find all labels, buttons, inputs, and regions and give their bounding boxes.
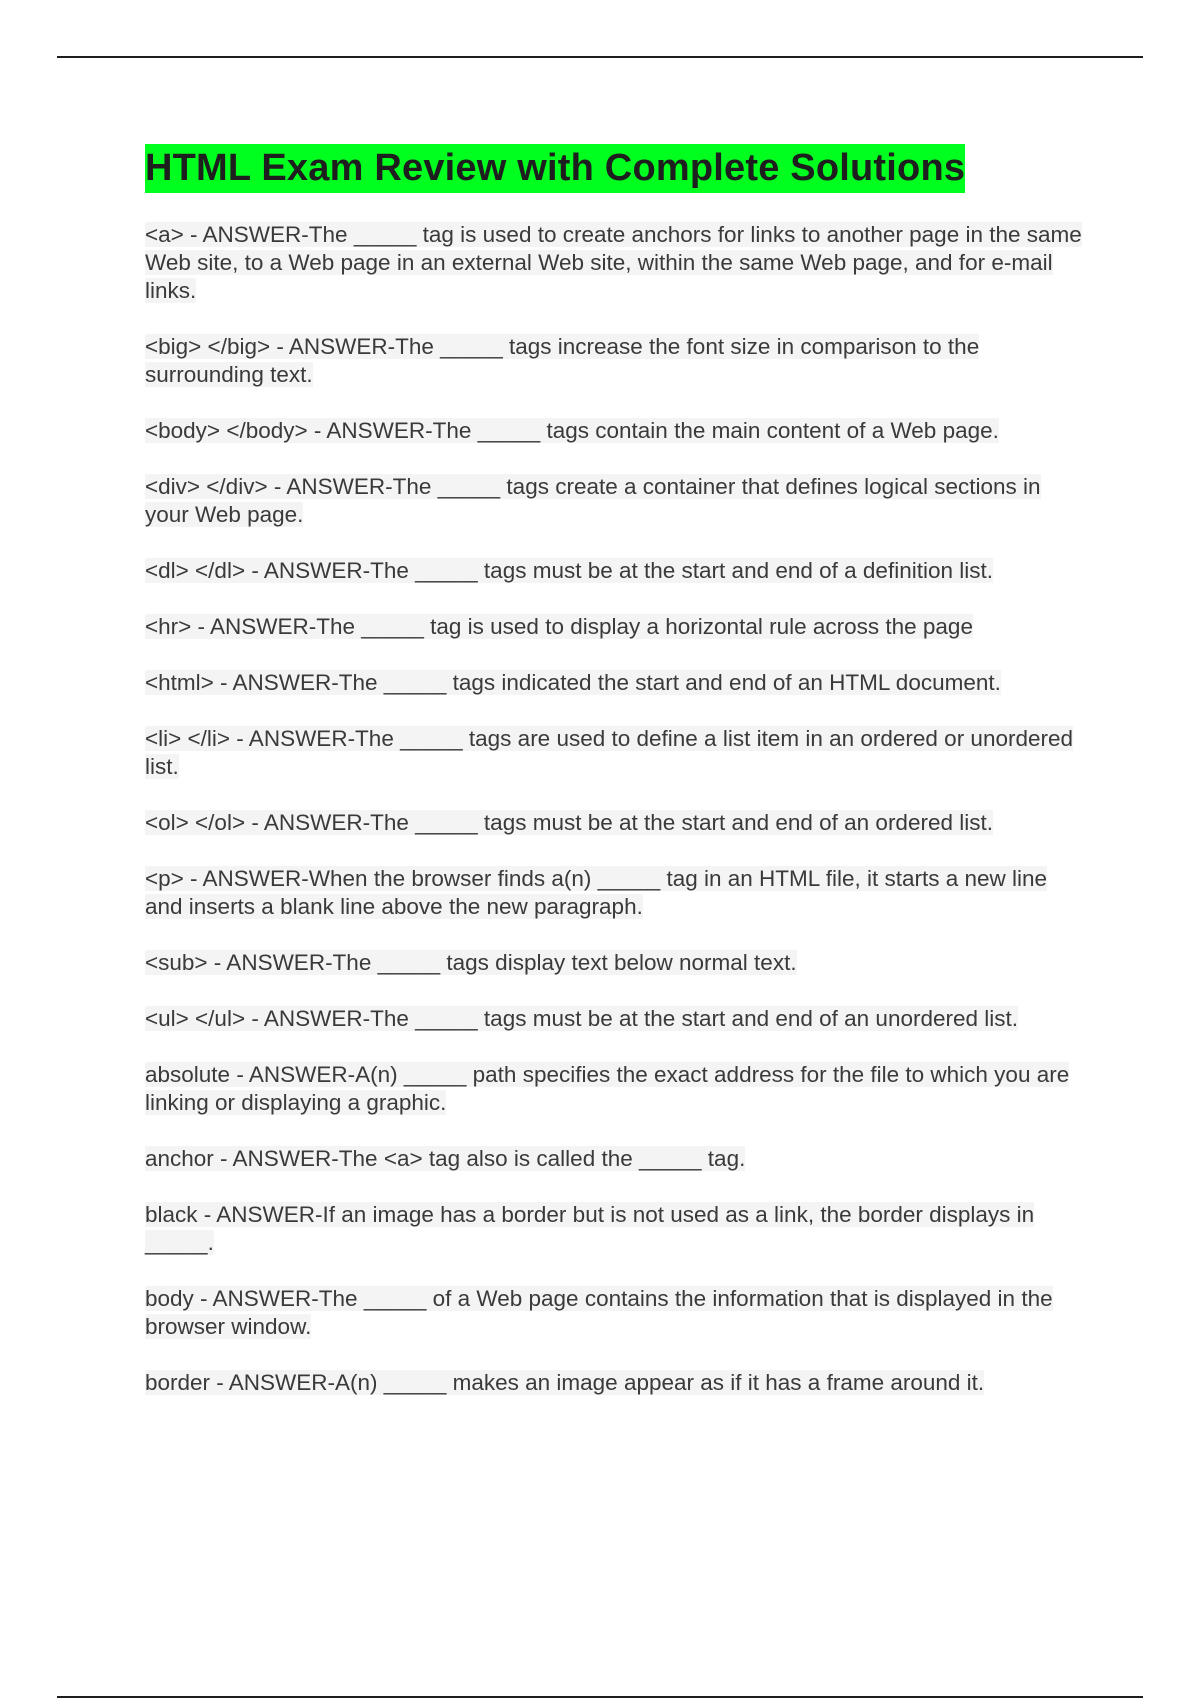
qa-entry	[145, 1061, 1085, 1117]
qa-entry-text: <p> - ANSWER-When the browser finds a(n) _____ tag in an HTML file, it starts a new line and inserts a blank line above the new paragraph.	[145, 866, 1048, 919]
header-rule	[57, 56, 1143, 58]
qa-entry	[145, 1285, 1085, 1341]
qa-entry	[145, 613, 1085, 641]
qa-entry	[145, 1201, 1085, 1257]
qa-entry	[145, 221, 1085, 305]
qa-entry	[145, 333, 1085, 389]
qa-entry	[145, 949, 1085, 977]
qa-entry	[145, 809, 1085, 837]
qa-entry	[145, 473, 1085, 529]
qa-entry	[145, 865, 1085, 921]
qa-entry-text: <hr> - ANSWER-The _____ tag is used to display a horizontal rule across the page	[145, 614, 973, 639]
qa-entry	[145, 669, 1085, 697]
qa-entry	[145, 1145, 1085, 1173]
document-title: HTML Exam Review with Complete Solutions	[145, 144, 965, 193]
footer-rule	[57, 1696, 1143, 1698]
qa-entry-text: black - ANSWER-If an image has a border but is not used as a link, the border displays in _____.	[145, 1202, 1035, 1255]
qa-entry-text: <body> </body> - ANSWER-The _____ tags contain the main content of a Web page.	[145, 418, 999, 443]
qa-entry-text: <big> </big> - ANSWER-The _____ tags increase the font size in comparison to the surrounding text.	[145, 334, 980, 387]
qa-entry	[145, 417, 1085, 445]
qa-entry	[145, 1369, 1085, 1397]
qa-entry-text: <ul> </ul> - ANSWER-The _____ tags must be at the start and end of an unordered list.	[145, 1006, 1019, 1031]
qa-entry-text: border - ANSWER-A(n) _____ makes an image appear as if it has a frame around it.	[145, 1370, 985, 1395]
qa-entry-text: <div> </div> - ANSWER-The _____ tags create a container that defines logical sections in your Web page.	[145, 474, 1041, 527]
qa-entry-text: body - ANSWER-The _____ of a Web page contains the information that is displayed in the browser window.	[145, 1286, 1053, 1339]
qa-entry-text: absolute - ANSWER-A(n) _____ path specifies the exact address for the file to which you are linking or displaying a graphic.	[145, 1062, 1070, 1115]
qa-entry-text: <sub> - ANSWER-The _____ tags display text below normal text.	[145, 950, 797, 975]
qa-list	[145, 221, 1085, 1397]
qa-entry-text: <a> - ANSWER-The _____ tag is used to create anchors for links to another page in the same Web site, to a Web page in an external Web site, within the same Web page, and for e-mail links.	[145, 222, 1082, 303]
qa-entry	[145, 1005, 1085, 1033]
qa-entry-text: <li> </li> - ANSWER-The _____ tags are used to define a list item in an ordered or unordered list.	[145, 726, 1074, 779]
qa-entry-text: <dl> </dl> - ANSWER-The _____ tags must be at the start and end of a definition list.	[145, 558, 993, 583]
qa-entry	[145, 725, 1085, 781]
document-body	[145, 144, 1085, 1425]
qa-entry-text: <ol> </ol> - ANSWER-The _____ tags must be at the start and end of an ordered list.	[145, 810, 993, 835]
qa-entry-text: anchor - ANSWER-The <a> tag also is called the _____ tag.	[145, 1146, 746, 1171]
qa-entry	[145, 557, 1085, 585]
qa-entry-text: <html> - ANSWER-The _____ tags indicated the start and end of an HTML document.	[145, 670, 1001, 695]
